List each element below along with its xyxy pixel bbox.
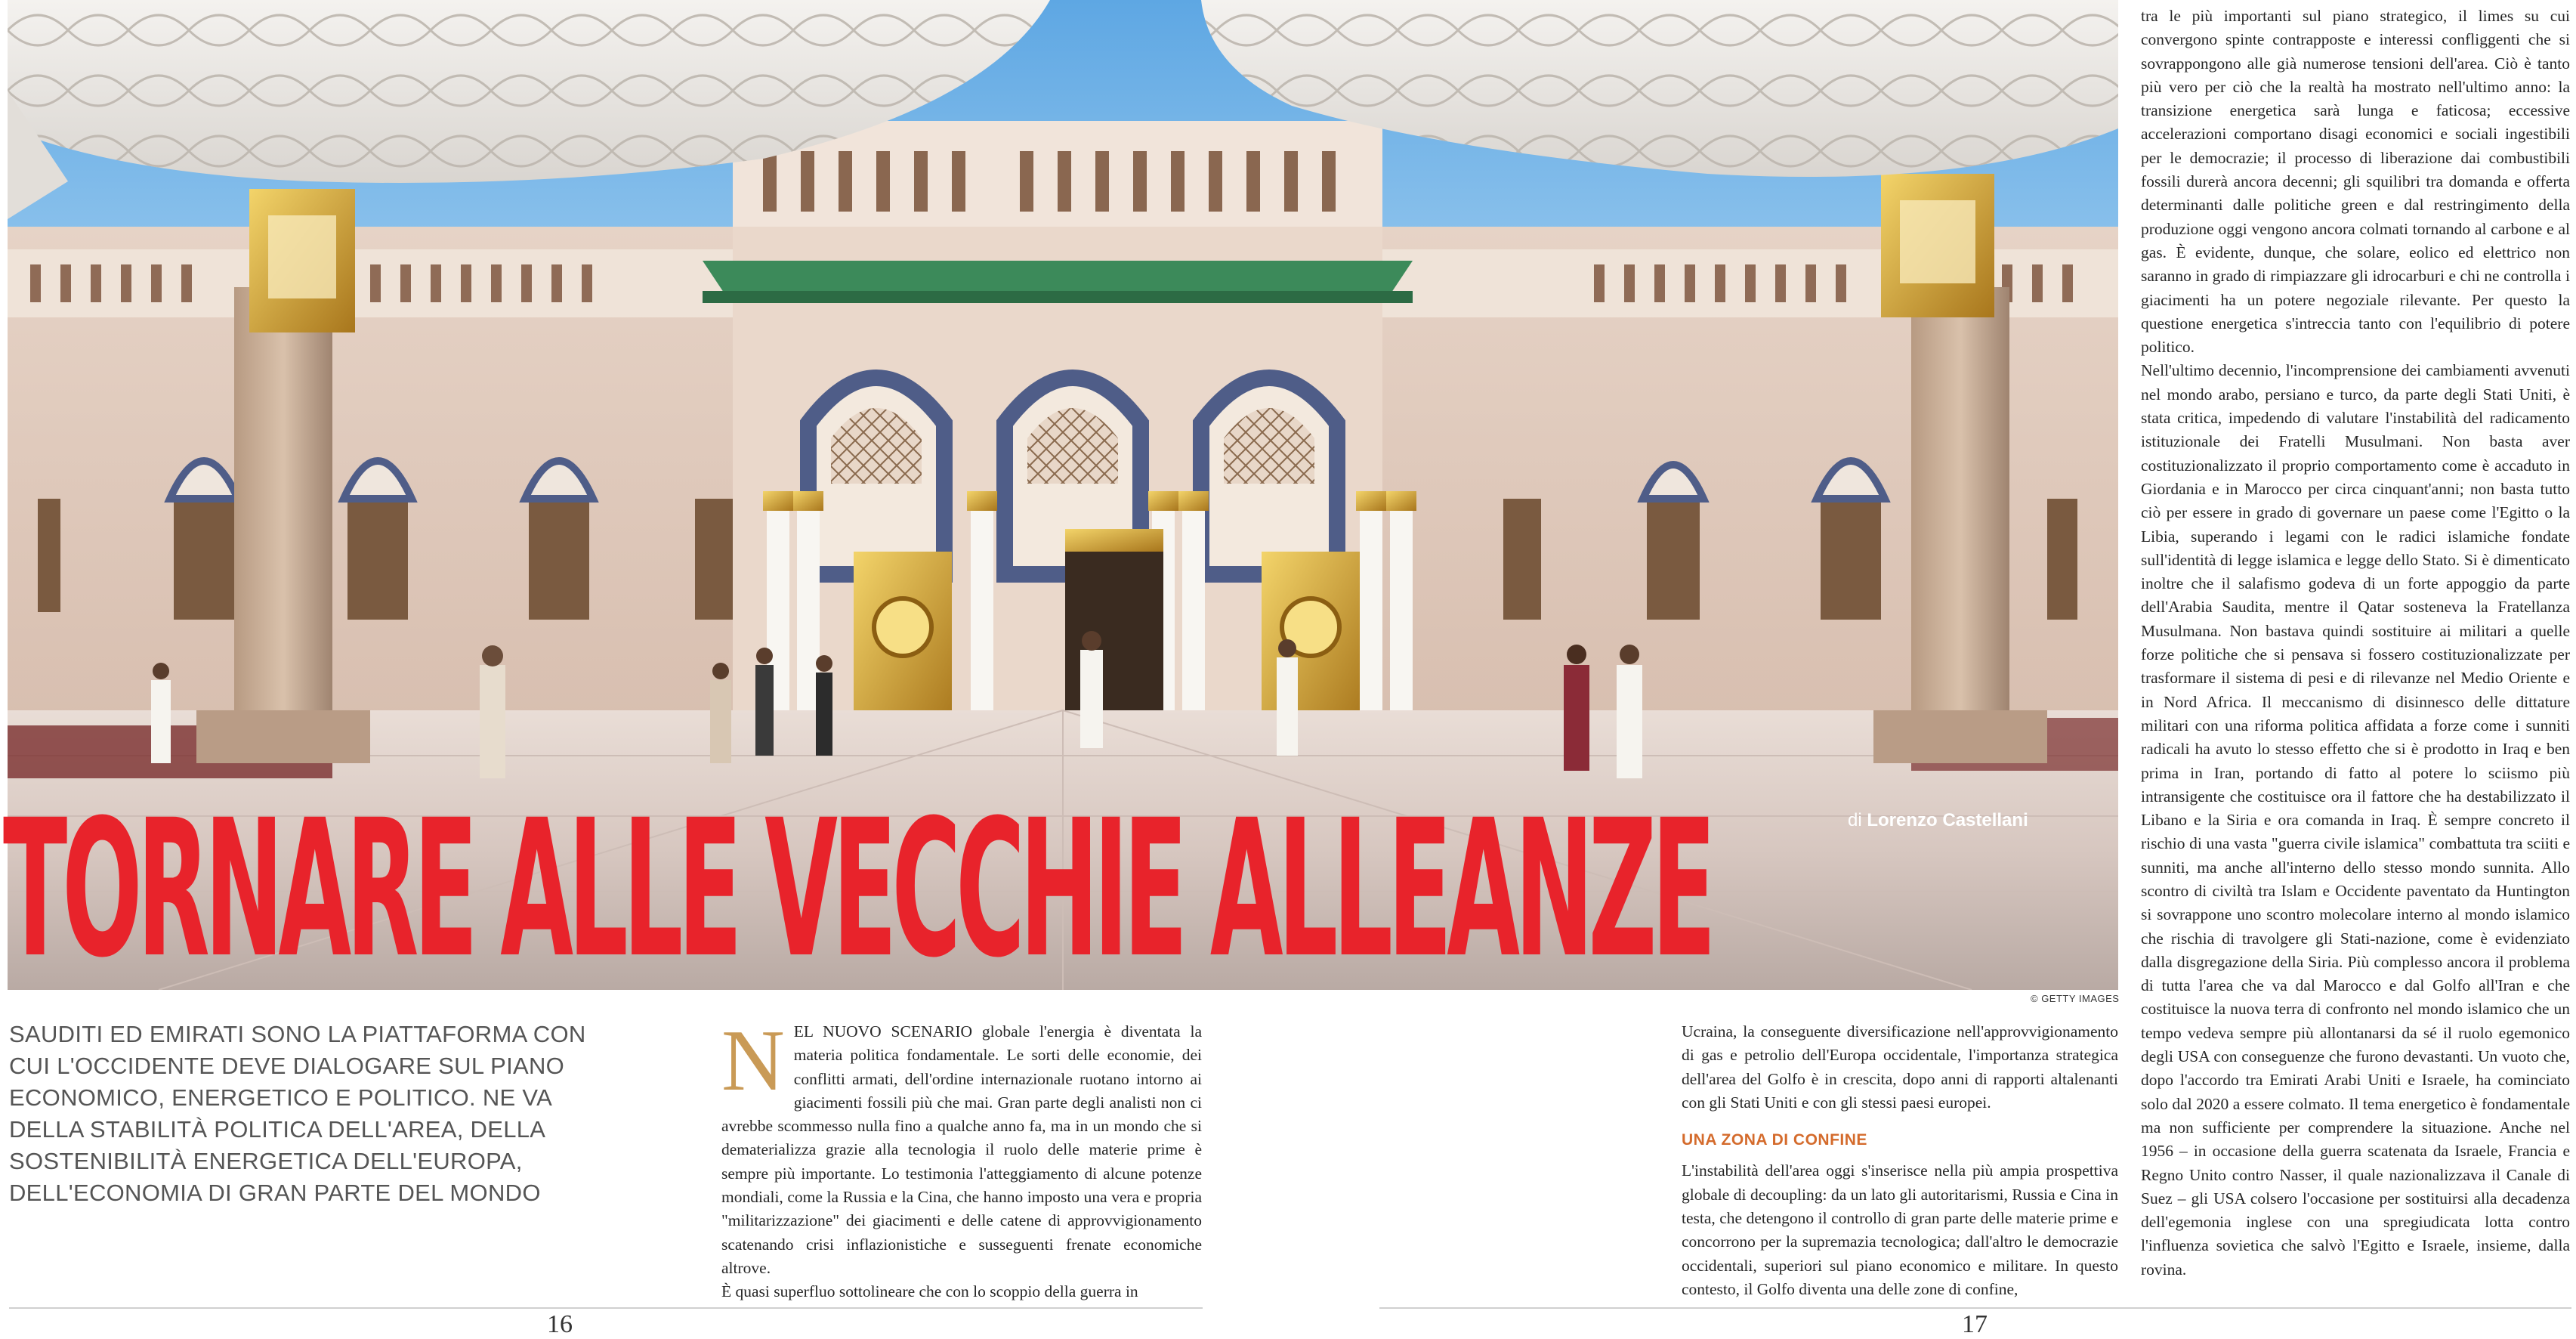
byline-prefix: di xyxy=(1848,810,1867,830)
body-paragraph: tra le più importanti sul piano strategico, il limes su cui convergono spinte contrapposte e interessi confliggenti che si sovrappongono alle già numerose tensioni dell'area. Ciò è tanto più vero per ciò che la realtà ha mostrato nell'ultimo anno: la transizione energetica sarà lunga e faticosa; eccessive accelerazioni comportano disagi economici e sociali ingestibili per le democrazie; il processo di liberazione dai combustibili fossili durerà ancora decenni; gli squilibri tra domanda e offerta determinanti dalle politiche green e dal restringimento della produzione oggi vengono ancora colmati tornando al carbone e al gas. È evidente, dunque, che solare, eolico ed elettrico non saranno in grado di rimpiazzare gli idrocarburi e chi ne controlla i giacimenti ha un potere negoziale rilevante. Per questo la questione energetica s'intreccia tanto con l'equilibrio di potere politico. xyxy=(2141,7,2570,357)
drop-cap: N xyxy=(721,1013,785,1109)
body-paragraph: Nell'ultimo decennio, l'incomprensione dei cambiamenti avvenuti nel mondo arabo, persiano e turco, da parte degli Stati Uniti, è stata critica, impedendo di valutare l'instabilità del radicamento istituzionale dei Fratelli Musulmani. Non basta aver costituzionalizzato il proprio comportamento come è accaduto in Giordania e in Marocco per circa cinquant'anni; non basta tutto ciò per essere in grado di governare un paese come l'Egitto o la Libia, superando i legami con le radici islamiche fondate sull'identità di legge islamica e legge dello Stato. Si è dimenticato inoltre che il salafismo godeva di un forte appoggio da parte dell'Arabia Saudita, mentre il Qatar sosteneva la Fratellanza Musulmana. Non bastava quindi sostituire ai militari a quelle forze politiche che si pensava si fossero costituzionalizzate per trasformare il sistema di pesi e di rilevanze nel Medio Oriente e in Nord Africa. Il meccanismo di disinnesco delle dittature militari con una riforma politica affidata a forze come i sunniti radicali ha avuto lo stesso effetto che si è prodotto in Iraq e ben prima in Iran, portando di fatto al potere lo sciismo più intransigente che costituisce ora il fattore che ha destabilizzato il Libano e la Siria e ora comanda in Iraq. È sempre concreto il rischio di una vasta "guerra civile islamica" combattuta tra sciiti e sunniti, ma anche all'interno dello stesso mondo sunnita. Allo scontro di civiltà tra Islam e Occidente paventato da Huntington si sovrappone uno scontro molecolare interno al mondo islamico che rischia di travolgere gli Stati-nazione, come è evidenziato dalla disgregazione della Siria. Più complesso ancora il problema di tutta l'area che va dal Marocco e dal Golfo all'Iran e che costituisce la nuova terra di confronto nel mondo islamico che un tempo vedeva sempre più allontanarsi da sé il ruolo egemonico degli USA con conseguenze che furono devastanti. Un vuoto che, dopo l'accordo tra Emirati Arabi Uniti e Israele, ha cominciato solo dal 2020 a essere colmato. Il tema energetico è fondamentale ma non sufficiente per comprendere la situazione. Anche nel 1956 – in occasione della guerra scatenata da Israele, Francia e Regno Unito contro Nasser, il quale nazionalizzava il Canale di Suez – gli USA colsero l'occasione per sostituirsi alla decadenza dell'egemonia inglese con una spregiudicata lotta contro l'influenza sovietica che salvò l'Egitto e Israele, insieme, dalla rovina. xyxy=(2141,361,2570,1279)
byline-author: Lorenzo Castellani xyxy=(1867,810,2028,830)
page-number-right: 17 xyxy=(1962,1310,1988,1338)
section-subhead: UNA ZONA DI CONFINE xyxy=(1682,1131,1867,1149)
body-paragraph: EL NUOVO SCENARIO globale l'energia è diventata la materia politica fondamentale. Le sorti delle economie, dei conflitti armati, dell'ordine internazionale ruotano intorno ai giacimenti fossili più che mai. Gran parte degli analisti non ci avrebbe scommesso nulla fino a qualche anno fa, ma in un mondo che si dematerializza grazie alla tecnologia il ruolo delle materie prime è sempre più importante. Lo testimonia l'atteggiamento di alcune potenze mondiali, come la Russia e la Cina, che hanno imposto una vera e propria "militarizzazione" dei giacimenti e delle catene di approvvigionamento scatenando crisi inflazionistiche e susseguenti frenate economiche altrove. xyxy=(721,1022,1202,1277)
footer-rule-left xyxy=(9,1307,1203,1309)
body-column-3 xyxy=(2141,5,2570,1282)
byline xyxy=(1848,810,2028,831)
body-column-1 xyxy=(721,1013,1202,1304)
body-paragraph: L'instabilità dell'area oggi s'inserisce nella più ampia prospettiva globale di decoupling: da un lato gli autoritarismi, Russia e Cina in testa, che detengono il controllo di gran parte delle materie prime e concorrono per la supremazia tecnologica; dall'altro le democrazie occidentali, superiori sul piano economico e militare. In questo contesto, il Golfo diventa una delle zone di confine, xyxy=(1682,1161,2118,1298)
body-paragraph: Ucraina, la conseguente diversificazione nell'approvvigionamento di gas e petrolio dell'Europa occidentale, l'importanza strategica dell'area del Golfo è in crescita, dopo anni di rapporti altalenanti con gli Stati Uniti e con gli stessi paesi europei. xyxy=(1682,1022,2118,1112)
headline: TORNARE ALLE VECCHIE ALLEANZE xyxy=(3,779,1711,999)
article-deck: SAUDITI ED EMIRATI SONO LA PIATTAFORMA CON CUI L'OCCIDENTE DEVE DIALOGARE SUL PIANO ECONOMICO, ENERGETICO E POLITICO. NE VA DELLA STABILITÀ POLITICA DELL'AREA, DELLA SOSTENIBILITÀ ENERGETICA DELL'EUROPA, DELL'ECONOMIA DI GRAN PARTE DEL MONDO xyxy=(9,1021,586,1206)
page-number-left: 16 xyxy=(547,1310,573,1338)
photo-credit: © GETTY IMAGES xyxy=(2031,993,2120,1004)
body-column-2 xyxy=(1682,1020,2118,1301)
body-paragraph: È quasi superfluo sottolineare che con lo scoppio della guerra in xyxy=(721,1282,1138,1301)
footer-rule-right xyxy=(1379,1307,2571,1309)
